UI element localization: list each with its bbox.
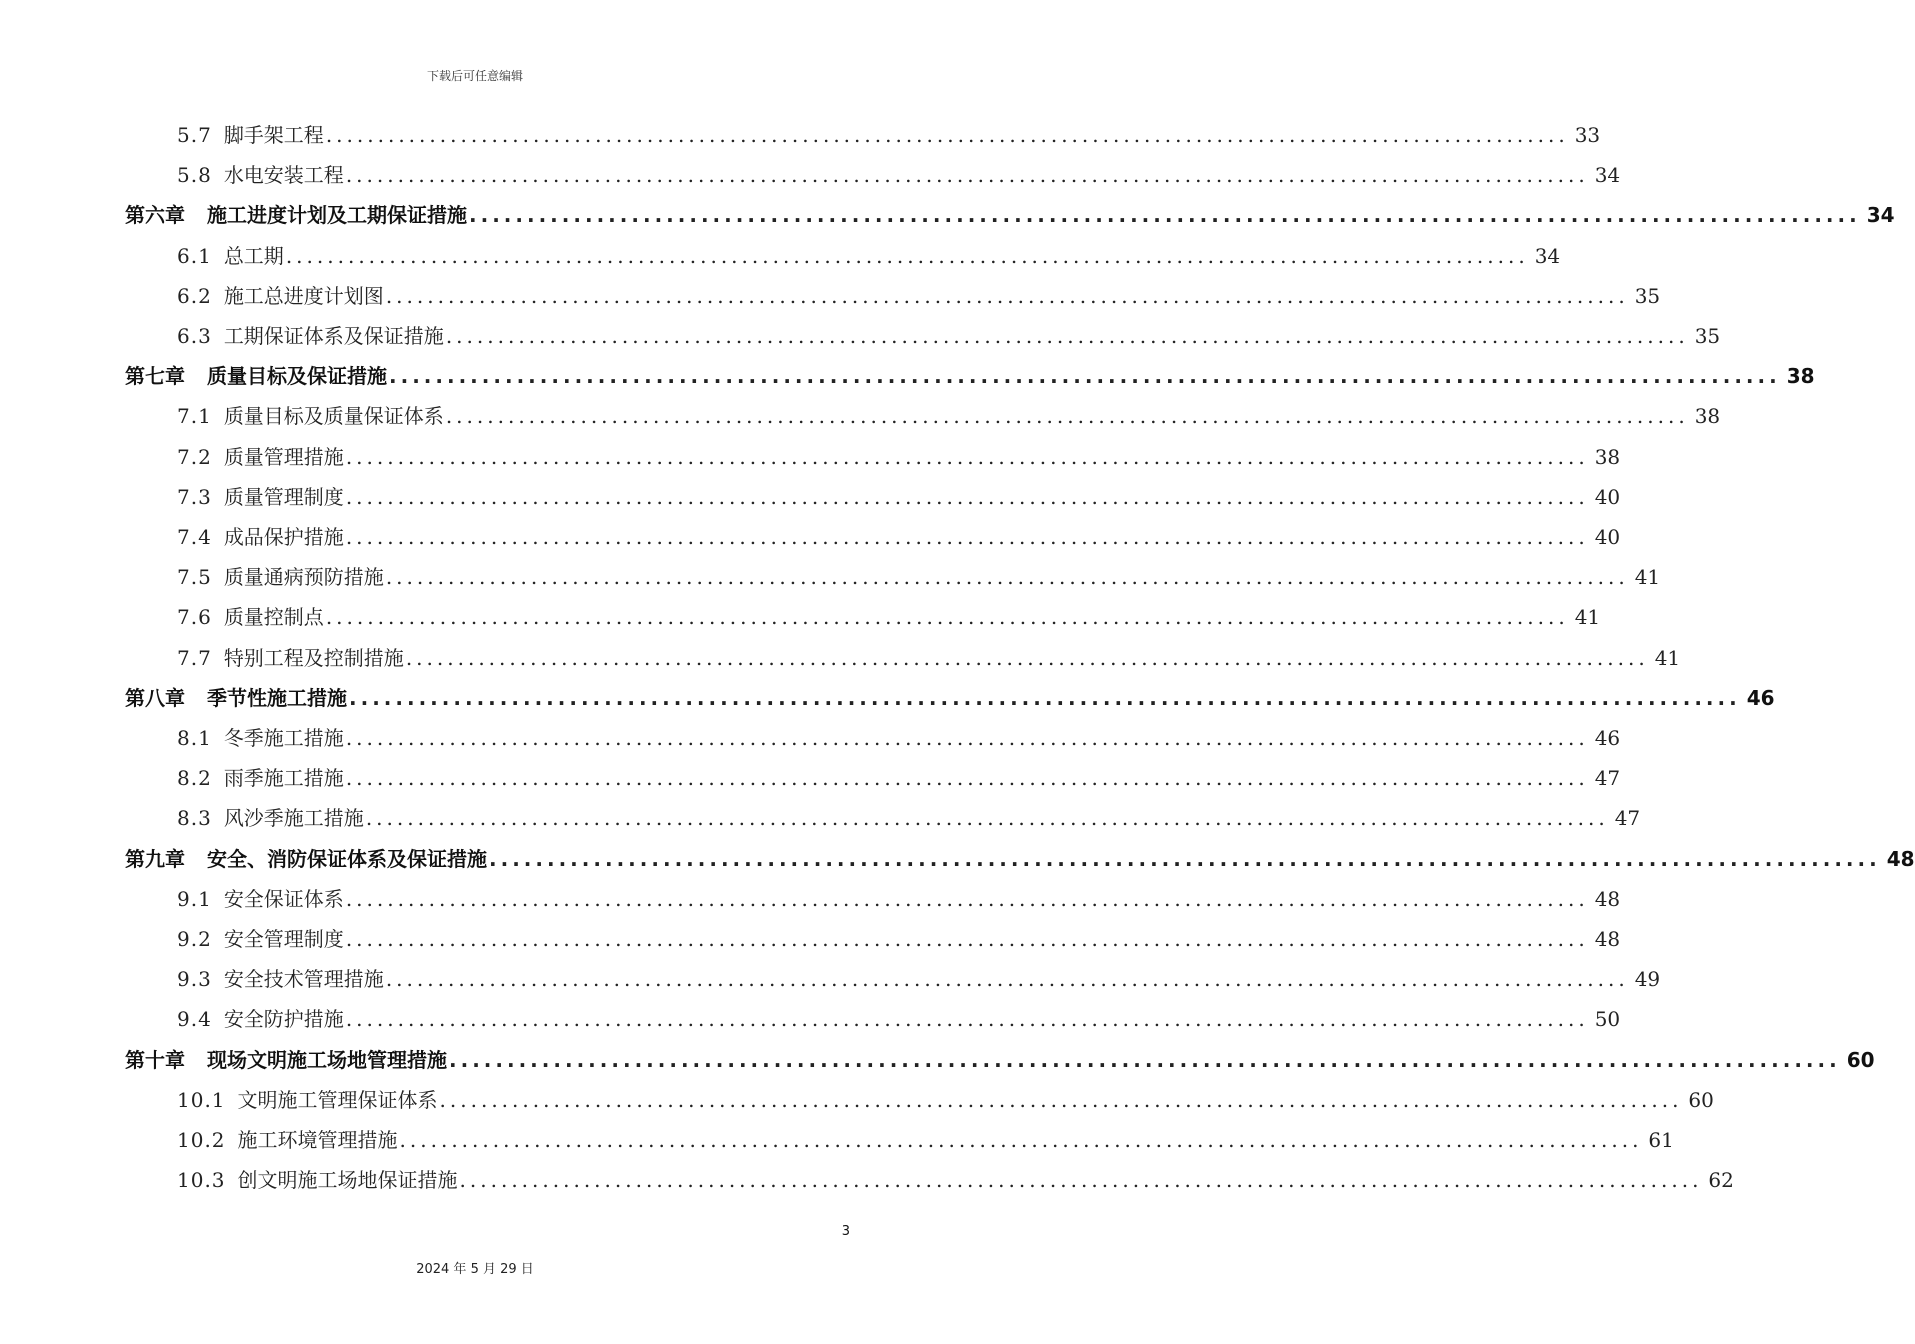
toc-entry-page: 41	[1574, 605, 1601, 630]
toc-leader-dots: ........................................................................................................................	[285, 243, 1529, 268]
toc-entry-page: 60	[1688, 1087, 1714, 1112]
toc-leader-dots: ........................................................................................................................	[345, 766, 1589, 791]
toc-entry-page: 61	[1648, 1128, 1674, 1152]
toc-entry-title: 创文明施工场地保证措施	[237, 1168, 458, 1193]
toc-entry-title: 安全技术管理措施	[223, 967, 384, 992]
toc-entry-number: 10.1	[177, 1087, 226, 1112]
toc-leader-dots: ........................................................................................................................	[439, 1087, 1683, 1112]
toc-entry-title: 安全、消防保证体系及保证措施	[207, 846, 487, 871]
toc-section-entry[interactable]	[177, 517, 1621, 557]
toc-leader-dots: ........................................................................................................................	[345, 726, 1589, 750]
toc-leader-dots: ........................................................................................................................	[389, 364, 1781, 389]
toc-section-entry[interactable]	[177, 798, 1641, 838]
toc-entry-page: 49	[1634, 967, 1661, 992]
toc-leader-dots: ........................................................................................................................	[459, 1168, 1703, 1193]
toc-chapter-entry[interactable]	[125, 1040, 1875, 1080]
toc-entry-number: 第六章	[125, 203, 185, 228]
toc-section-entry[interactable]	[177, 879, 1621, 919]
toc-entry-number: 7.3	[177, 484, 212, 509]
toc-entry-title: 施工进度计划及工期保证措施	[207, 203, 467, 228]
toc-entry-title: 安全防护措施	[223, 1007, 344, 1032]
toc-entry-page: 38	[1694, 404, 1721, 429]
toc-entry-page: 34	[1594, 163, 1621, 188]
toc-entry-page: 41	[1654, 645, 1681, 670]
toc-leader-dots: ........................................................................................................................	[325, 605, 1569, 630]
toc-entry-number: 第七章	[125, 364, 185, 389]
toc-leader-dots: ........................................................................................................................	[345, 525, 1589, 549]
toc-section-entry[interactable]	[177, 557, 1661, 597]
toc-entry-number: 10.2	[177, 1128, 226, 1152]
toc-leader-dots: ........................................................................................................................	[469, 203, 1861, 228]
toc-entry-number: 7.5	[177, 565, 212, 590]
toc-section-entry[interactable]	[177, 758, 1621, 798]
toc-leader-dots: ........................................................................................................................	[349, 685, 1741, 710]
toc-section-entry[interactable]	[177, 1160, 1734, 1200]
toc-entry-page: 40	[1594, 525, 1621, 549]
toc-entry-title: 现场文明施工场地管理措施	[207, 1047, 447, 1072]
toc-leader-dots: ........................................................................................................................	[489, 846, 1881, 871]
toc-entry-page: 48	[1886, 846, 1915, 871]
toc-leader-dots: ........................................................................................................................	[345, 886, 1589, 911]
toc-entry-page: 60	[1846, 1047, 1875, 1072]
toc-entry-page: 47	[1594, 766, 1621, 791]
toc-leader-dots: ........................................................................................................................	[345, 927, 1589, 951]
toc-chapter-entry[interactable]	[125, 195, 1895, 235]
toc-section-entry[interactable]	[177, 236, 1561, 276]
toc-entry-number: 6.3	[177, 324, 212, 348]
toc-leader-dots: ........................................................................................................................	[445, 404, 1689, 429]
toc-entry-title: 施工环境管理措施	[237, 1128, 398, 1152]
toc-entry-title: 脚手架工程	[223, 123, 324, 147]
toc-entry-page: 40	[1594, 484, 1621, 509]
toc-entry-title: 质量控制点	[223, 605, 324, 630]
toc-section-entry[interactable]	[177, 1120, 1674, 1160]
toc-entry-number: 9.3	[177, 967, 212, 992]
toc-entry-page: 34	[1866, 203, 1895, 228]
toc-entry-number: 第九章	[125, 846, 185, 871]
toc-entry-number: 6.2	[177, 283, 212, 308]
toc-entry-number: 7.7	[177, 645, 212, 670]
toc-leader-dots: ........................................................................................................................	[385, 283, 1629, 308]
toc-entry-number: 7.4	[177, 525, 212, 549]
toc-leader-dots: ........................................................................................................................	[365, 806, 1609, 831]
toc-section-entry[interactable]	[177, 437, 1621, 477]
toc-entry-title: 文明施工管理保证体系	[237, 1087, 438, 1112]
toc-chapter-entry[interactable]	[125, 356, 1815, 396]
toc-leader-dots: ........................................................................................................................	[385, 565, 1629, 590]
toc-entry-title: 水电安装工程	[223, 163, 344, 188]
toc-section-entry[interactable]	[177, 155, 1621, 195]
toc-section-entry[interactable]	[177, 638, 1681, 678]
toc-entry-page: 50	[1594, 1007, 1621, 1032]
toc-entry-number: 7.6	[177, 605, 212, 630]
footer-date: 2024 年 5 月 29 日	[416, 1262, 534, 1277]
toc-entry-title: 质量通病预防措施	[223, 565, 384, 590]
toc-section-entry[interactable]	[177, 396, 1721, 436]
toc-leader-dots: ........................................................................................................................	[445, 324, 1689, 348]
toc-chapter-entry[interactable]	[125, 839, 1915, 879]
toc-entry-title: 雨季施工措施	[223, 766, 344, 791]
toc-section-entry[interactable]	[177, 1080, 1714, 1120]
page-header: 下载后可任意编辑	[426, 69, 523, 83]
toc-entry-number: 8.1	[177, 726, 212, 750]
toc-entry-title: 质量管理措施	[223, 444, 344, 469]
toc-section-entry[interactable]	[177, 115, 1601, 155]
toc-leader-dots: ........................................................................................................................	[405, 645, 1649, 670]
toc-entry-title: 冬季施工措施	[223, 726, 344, 750]
toc-entry-number: 5.7	[177, 123, 212, 147]
toc-entry-page: 38	[1594, 444, 1621, 469]
toc-entry-page: 46	[1594, 726, 1621, 750]
toc-entry-title: 总工期	[223, 243, 284, 268]
toc-entry-title: 工期保证体系及保证措施	[223, 324, 444, 348]
toc-section-entry[interactable]	[177, 597, 1601, 637]
toc-entry-page: 33	[1574, 123, 1601, 147]
toc-entry-title: 质量目标及质量保证体系	[223, 404, 444, 429]
toc-entry-number: 9.1	[177, 886, 212, 911]
toc-entry-number: 9.4	[177, 1007, 212, 1032]
toc-chapter-entry[interactable]	[125, 678, 1775, 718]
toc-entry-page: 35	[1694, 324, 1721, 348]
toc-entry-page: 46	[1746, 685, 1775, 710]
toc-entry-number: 6.1	[177, 243, 212, 268]
toc-entry-page: 47	[1614, 806, 1641, 831]
toc-entry-title: 特别工程及控制措施	[223, 645, 404, 670]
toc-entry-number: 7.2	[177, 444, 212, 469]
toc-entry-title: 施工总进度计划图	[223, 283, 384, 308]
toc-leader-dots: ........................................................................................................................	[325, 123, 1569, 147]
toc-section-entry[interactable]	[177, 477, 1621, 517]
toc-leader-dots: ........................................................................................................................	[345, 444, 1589, 469]
toc-entry-number: 8.3	[177, 806, 212, 831]
toc-entry-page: 48	[1594, 886, 1621, 911]
toc-section-entry[interactable]	[177, 999, 1621, 1039]
toc-leader-dots: ........................................................................................................................	[385, 967, 1629, 992]
toc-entry-number: 第十章	[125, 1047, 185, 1072]
toc-entry-page: 48	[1594, 927, 1621, 951]
toc-entry-page: 62	[1708, 1168, 1734, 1193]
toc-section-entry[interactable]	[177, 718, 1621, 758]
toc-entry-number: 10.3	[177, 1168, 226, 1193]
toc-section-entry[interactable]	[177, 276, 1661, 316]
toc-entry-title: 成品保护措施	[223, 525, 344, 549]
toc-entry-title: 质量目标及保证措施	[207, 364, 387, 389]
toc-entry-page: 35	[1634, 283, 1661, 308]
toc-leader-dots: ........................................................................................................................	[449, 1047, 1841, 1072]
toc-section-entry[interactable]	[177, 959, 1661, 999]
toc-entry-title: 风沙季施工措施	[223, 806, 364, 831]
toc-entry-number: 7.1	[177, 404, 212, 429]
toc-leader-dots: ........................................................................................................................	[399, 1128, 1643, 1152]
toc-entry-title: 安全保证体系	[223, 886, 344, 911]
toc-leader-dots: ........................................................................................................................	[345, 163, 1589, 188]
toc-entry-number: 第八章	[125, 685, 185, 710]
toc-entry-page: 41	[1634, 565, 1661, 590]
toc-entry-page: 34	[1534, 243, 1561, 268]
toc-entry-number: 5.8	[177, 163, 212, 188]
toc-entry-title: 安全管理制度	[223, 927, 344, 951]
toc-section-entry[interactable]	[177, 316, 1721, 356]
page-number: 3	[841, 1224, 850, 1239]
toc-entry-number: 8.2	[177, 766, 212, 791]
toc-entry-number: 9.2	[177, 927, 212, 951]
toc-leader-dots: ........................................................................................................................	[345, 484, 1589, 509]
toc-entry-page: 38	[1786, 364, 1815, 389]
toc-entry-title: 质量管理制度	[223, 484, 344, 509]
toc-entry-title: 季节性施工措施	[207, 685, 347, 710]
toc-leader-dots: ........................................................................................................................	[345, 1007, 1589, 1032]
toc-section-entry[interactable]	[177, 919, 1621, 959]
